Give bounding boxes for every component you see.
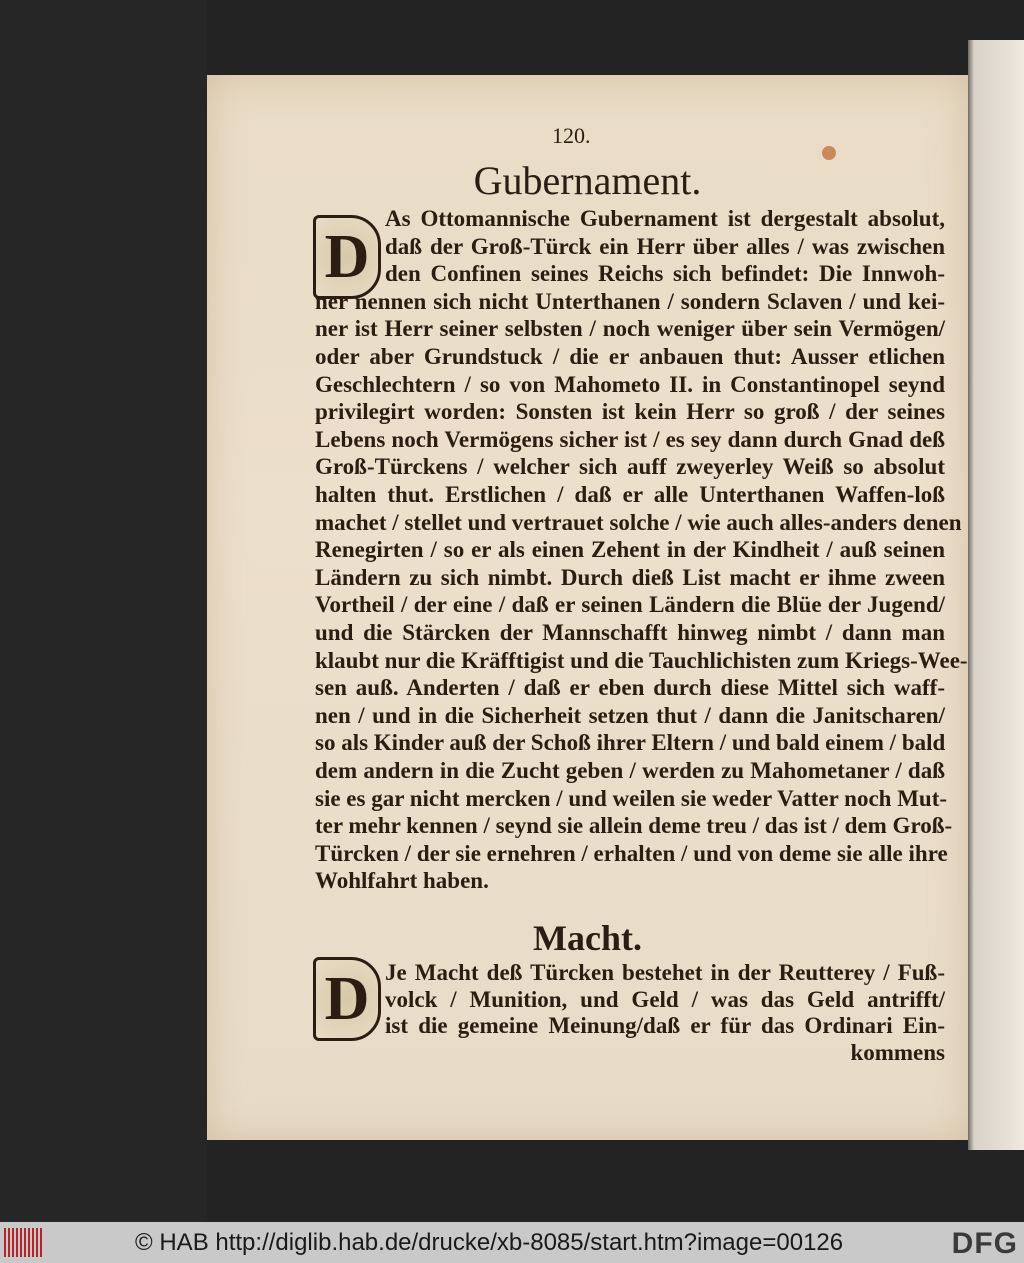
text-line: daß der Groß-Türck ein Herr über alles / was zwischen <box>385 233 945 259</box>
text-line: volck / Munition, und Geld / was das Geld antrifft/ <box>385 986 945 1012</box>
text-line: dem andern in die Zucht geben / werden zu Mahometaner / daß <box>315 758 945 783</box>
text-line: ner nennen sich nicht Unterthanen / sondern Sclaven / und kei- <box>315 288 945 314</box>
text-line: und die Stärcken der Mannschafft hinweg nimbt / dann man <box>315 620 945 645</box>
adjacent-page-edge <box>968 40 1024 1150</box>
text-line: klaubt nur die Kräfftigist und die Tauchlichisten zum Kriegs-Wee- <box>315 647 968 673</box>
dfg-logo: DFG <box>951 1227 1018 1260</box>
hab-logo-icon <box>4 1228 44 1257</box>
text-line: den Confinen seines Reichs sich befindet: Die Innwoh- <box>385 261 945 287</box>
text-line: kommens <box>850 1039 945 1065</box>
text-line: Renegirten / so er als einen Zehent in der Kindheit / auß seinen <box>315 537 945 563</box>
section-subtitle: Macht. <box>533 918 642 958</box>
text-line: Türcken / der sie ernehren / erhalten / und von deme sie alle ihre <box>315 840 948 866</box>
text-line: ner ist Herr seiner selbsten / noch weniger über sein Vermögen/ <box>315 316 945 342</box>
text-line: As Ottomannische Gubernament ist dergestalt absolut, <box>385 206 945 231</box>
page-number: 120. <box>552 123 591 148</box>
drop-cap-initial: D <box>313 957 381 1041</box>
text-line: halten thut. Erstlichen / daß er alle Unterthanen Waffen-loß <box>315 482 945 507</box>
footer-bar <box>0 1222 1024 1263</box>
book-page <box>207 75 968 1140</box>
drop-cap-initial: D <box>313 215 381 299</box>
text-line: Ländern zu sich nimbt. Durch dieß List macht er ihme zween <box>315 564 945 590</box>
section-title: Gubernament. <box>473 158 702 203</box>
text-line: ist die gemeine Meinung/daß er für das Ordinari Ein- <box>385 1013 945 1038</box>
text-line: privilegirt worden: Sonsten ist kein Herr so groß / der seines <box>315 399 945 425</box>
text-line: ter mehr kennen / seynd sie allein deme treu / das ist / dem Groß- <box>315 813 953 839</box>
text-line: oder aber Grundstuck / die er anbauen thut: Ausser etlichen <box>315 344 945 369</box>
text-line: Vortheil / der eine / daß er seinen Ländern die Blüe der Jugend/ <box>315 592 945 618</box>
text-line: so als Kinder auß der Schoß ihrer Eltern / und bald einem / bald <box>315 730 946 756</box>
text-line: Lebens noch Vermögens sicher ist / es sey dann durch Gnad deß <box>315 426 945 452</box>
text-line: sie es gar nicht mercken / und weilen sie weder Vatter noch Mut- <box>315 785 948 811</box>
text-line: nen / und in die Sicherheit setzen thut / dann die Janitscharen/ <box>315 702 945 728</box>
viewer-background <box>0 0 207 1222</box>
text-line: Wohlfahrt haben. <box>315 868 489 894</box>
text-line: Je Macht deß Türcken bestehet in der Reutterey / Fuß- <box>385 960 945 985</box>
footer-copyright-link[interactable]: © HAB http://diglib.hab.de/drucke/xb-8085/start.htm?image=00126 <box>135 1229 844 1256</box>
text-line: machet / stellet und vertrauet solche / wie auch alles-anders denen <box>315 509 962 535</box>
text-line: Geschlechtern / so von Mahometo II. in Constantinopel seynd <box>315 371 945 397</box>
text-line: Groß-Türckens / welcher sich auff zweyerley Weiß so absolut <box>315 454 945 480</box>
text-line: sen auß. Anderten / daß er eben durch diese Mittel sich waff- <box>315 675 945 701</box>
